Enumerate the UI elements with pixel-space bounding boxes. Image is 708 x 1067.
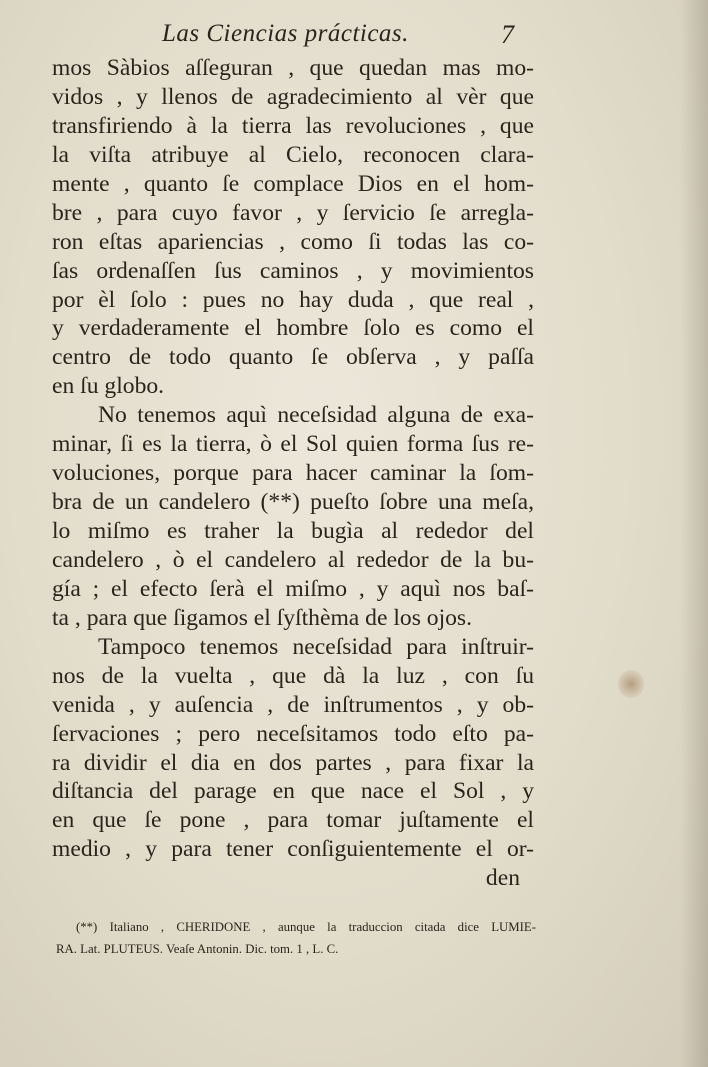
paragraph bbox=[52, 54, 534, 401]
page-edge-shadow bbox=[680, 0, 708, 1067]
text-line: venida , y auſencia , de inſtrumentos , y ob- bbox=[52, 691, 534, 718]
paragraph bbox=[52, 633, 534, 865]
text-line: por èl ſolo : pues no hay duda , que real , bbox=[52, 286, 534, 313]
text-line: vidos , y llenos de agradecimiento al vèr que bbox=[52, 83, 534, 110]
text-line: ſas ordenaſſen ſus caminos , y movimientos bbox=[52, 257, 534, 284]
text-line: en ſu globo. bbox=[52, 373, 165, 400]
running-title: Las Ciencias prácticas. bbox=[162, 20, 409, 47]
text-line: candelero , ò el candelero al rededor de la bu- bbox=[52, 546, 534, 573]
page-number: 7 bbox=[501, 20, 514, 49]
text-line: ron eſtas apariencias , como ſi todas las co- bbox=[52, 228, 534, 255]
text-line: bre , para cuyo favor , y ſervicio ſe arregla- bbox=[52, 199, 534, 226]
text-line: Tampoco tenemos neceſsidad para inſtruir- bbox=[98, 633, 534, 660]
text-line: medio , y para tener conſiguientemente el or- bbox=[52, 836, 534, 863]
text-line: mos Sàbios aſſeguran , que quedan mas mo- bbox=[52, 55, 534, 81]
text-line: ta , para que ſigamos el ſyſthèma de los ojos. bbox=[52, 604, 472, 631]
text-line: voluciones, porque para hacer caminar la ſom- bbox=[52, 460, 534, 487]
text-line: diſtancia del parage en que nace el Sol , y bbox=[52, 778, 534, 805]
catchword: den bbox=[485, 865, 520, 892]
page-header bbox=[162, 20, 522, 54]
footnote-line: RA. Lat. PLUTEUS. Veaſe Antonin. Dic. tom. 1 , L. C. bbox=[56, 942, 339, 956]
text-line: y verdaderamente el hombre ſolo es como el bbox=[52, 315, 534, 342]
text-line: ſervaciones ; pero neceſsitamos todo eſto pa- bbox=[52, 720, 534, 747]
paragraph bbox=[52, 401, 534, 633]
text-line: ra dividir el dia en dos partes , para fixar la bbox=[52, 749, 534, 776]
text-line: minar, ſi es la tierra, ò el Sol quien forma ſus re- bbox=[52, 431, 534, 458]
text-line: transfiriendo à la tierra las revoluciones , que bbox=[52, 112, 534, 139]
text-line: lo miſmo es traher la bugìa al rededor del bbox=[52, 518, 534, 544]
text-line: nos de la vuelta , que dà la luz , con ſu bbox=[52, 662, 534, 689]
text-line: en que ſe pone , para tomar juſtamente el bbox=[52, 807, 534, 834]
text-line: la viſta atribuye al Cielo, reconocen clara- bbox=[52, 141, 534, 168]
text-line: centro de todo quanto ſe obſerva , y paſſa bbox=[52, 344, 534, 371]
footnote-line: (**) Italiano , CHERIDONE , aunque la traduccion citada dice LUMIE- bbox=[76, 920, 536, 934]
body-text bbox=[52, 54, 534, 893]
foxing-stain bbox=[618, 670, 644, 698]
text-line: No tenemos aquì neceſsidad alguna de exa- bbox=[98, 402, 534, 429]
text-line: mente , quanto ſe complace Dios en el hom- bbox=[52, 170, 534, 197]
footnote bbox=[56, 916, 536, 960]
text-line: gía ; el efecto ſerà el miſmo , y aquì nos baſ- bbox=[52, 575, 534, 602]
text-line: bra de un candelero (**) pueſto ſobre una meſa, bbox=[52, 489, 534, 516]
